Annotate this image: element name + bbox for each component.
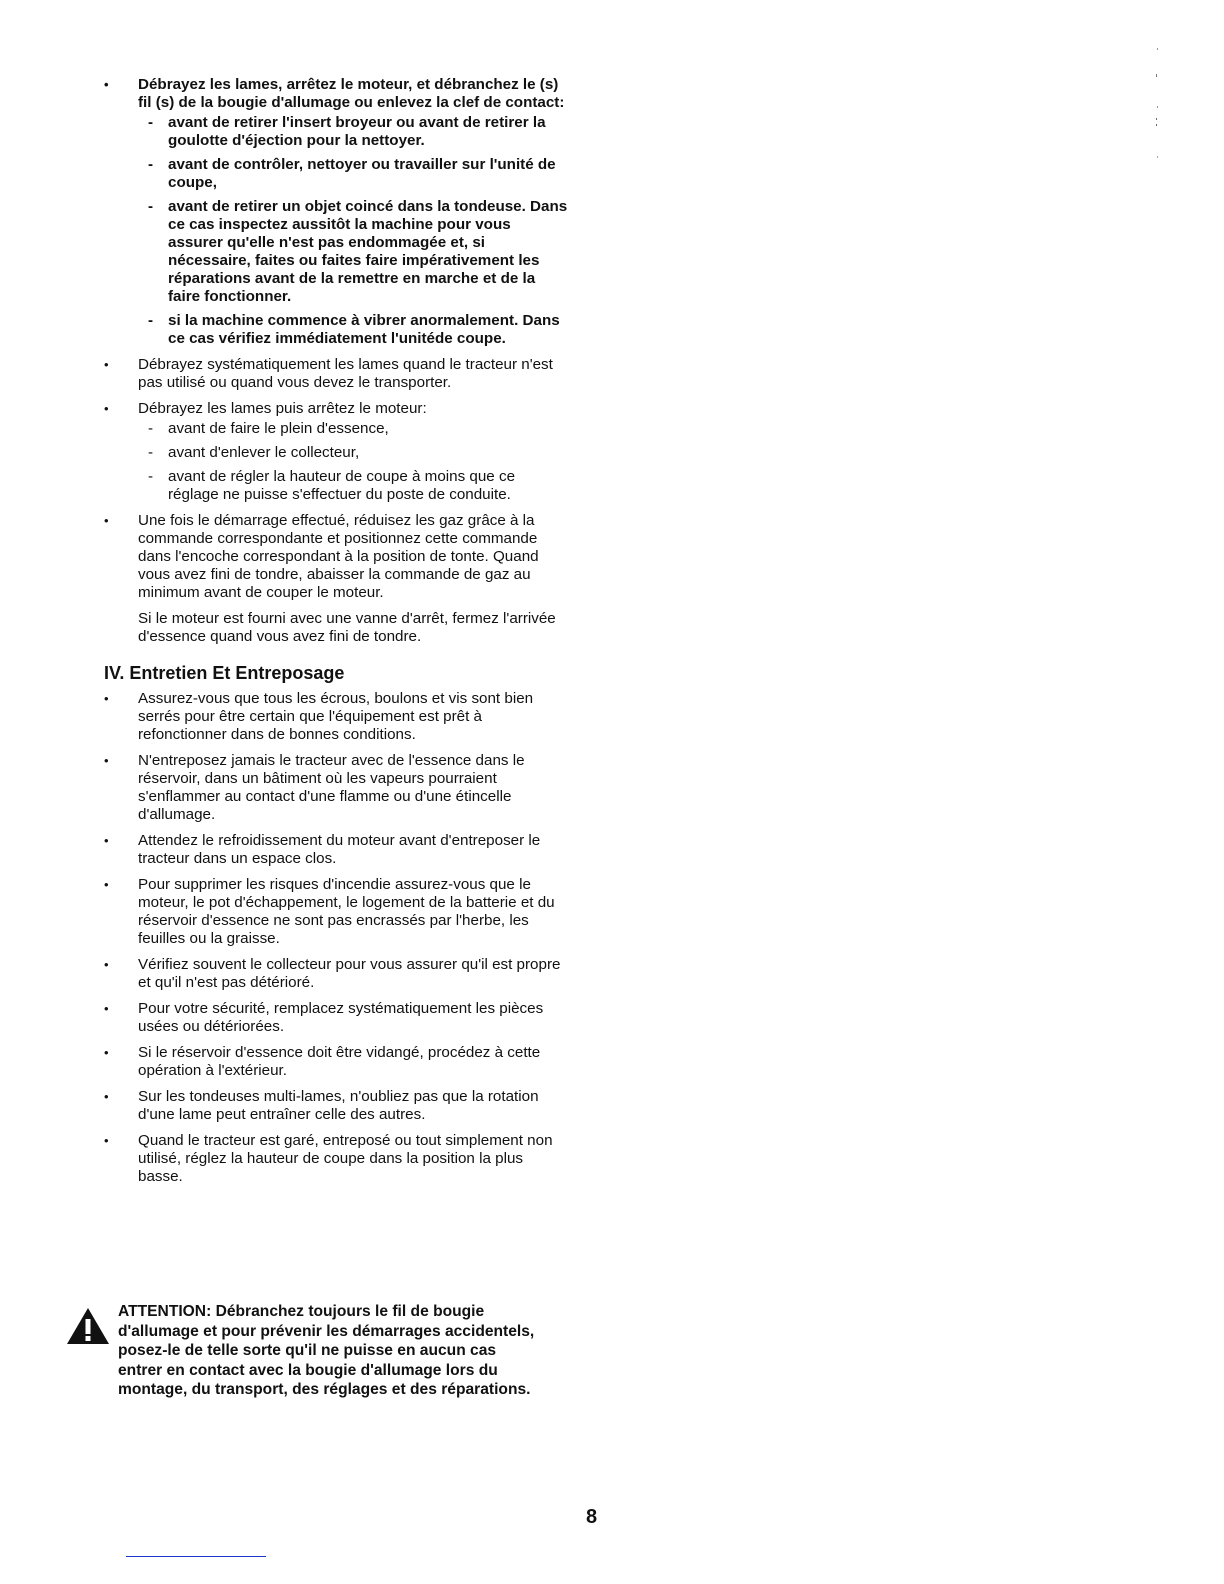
bullet-item xyxy=(96,1000,568,1036)
bullet-icon: • xyxy=(104,357,109,372)
bullet-text: Pour votre sécurité, remplacez systématiquement les pièces usées ou détériorées. xyxy=(138,1000,544,1035)
sub-item-text: avant de retirer un objet coincé dans la tondeuse. Dans ce cas inspectez aussitôt la machine pour vous assurer qu'elle n'est pas endommagée et, si nécessaire, faites ou faites faire impérativement les réparations avant de la remettre en marche et de la faire fonctionner. xyxy=(168,198,568,305)
bullet-text: Assurez-vous que tous les écrous, boulons et vis sont bien serrés pour être certain que l'équipement est prêt à refonctionner dans de bonnes conditions. xyxy=(138,690,534,743)
bullet-item xyxy=(96,1088,568,1124)
attention-warning xyxy=(66,1302,536,1400)
attention-text: ATTENTION: Débranchez toujours le fil de bougie d'allumage et pour prévenir les démarrages accidentels, posez-le de telle sorte qu'il ne puisse en aucun cas entrer en contact avec la bougie d'allumage lors du montage, du transport, des réglages et des réparations. xyxy=(118,1303,535,1399)
bullet-icon: • xyxy=(104,1045,109,1060)
sub-item-text: si la machine commence à vibrer anormalement. Dans ce cas vérifiez immédiatement l'unitéde coupe. xyxy=(168,312,560,347)
bullet-text: Une fois le démarrage effectué, réduisez les gaz grâce à la commande correspondante et positionnez cette commande dans l'encoche correspondant à la position de tonte. Quand vous avez fini de tondre, abaisser la commande de gaz au minimum avant de couper le moteur. xyxy=(138,512,539,601)
bullet-icon: • xyxy=(104,1001,109,1016)
dash-icon: - xyxy=(148,420,154,437)
bullet-text: Débrayez les lames puis arrêtez le moteur: xyxy=(138,400,427,417)
bullet-item xyxy=(96,832,568,868)
bullet-text: Attendez le refroidissement du moteur avant d'entreposer le tracteur dans un espace clos. xyxy=(138,832,541,867)
bullet-item xyxy=(96,956,568,992)
bullet-text: Si le réservoir d'essence doit être vidangé, procédez à cette opération à l'extérieur. xyxy=(138,1044,541,1079)
page-number: 8 xyxy=(586,1506,598,1528)
bullet-text: Quand le tracteur est garé, entreposé ou tout simplement non utilisé, réglez la hauteur de coupe dans la position la plus basse. xyxy=(138,1132,553,1185)
dash-icon: - xyxy=(148,156,154,173)
bullet-item xyxy=(96,752,568,824)
sub-item xyxy=(138,444,568,462)
bullet-text: Vérifiez souvent le collecteur pour vous assurer qu'il est propre et qu'il n'est pas détérioré. xyxy=(138,956,561,991)
bullet-text: Sur les tondeuses multi-lames, n'oubliez pas que la rotation d'une lame peut entraîner celle des autres. xyxy=(138,1088,539,1123)
bullet-item xyxy=(96,690,568,744)
section-heading: IV. Entretien Et Entreposage xyxy=(104,663,345,683)
footer-rule xyxy=(126,1556,266,1557)
dash-icon: - xyxy=(148,468,154,485)
paragraph: Si le moteur est fourni avec une vanne d'arrêt, fermez l'arrivée d'essence quand vous avez fini de tondre. xyxy=(138,610,556,645)
bullet-text: Pour supprimer les risques d'incendie assurez-vous que le moteur, le pot d'échappement, le logement de la batterie et du réservoir d'essence ne sont pas encrassés par l'herbe, les feuilles ou la graisse. xyxy=(138,876,555,947)
bullet-item xyxy=(96,876,568,948)
bullet-icon: • xyxy=(104,1133,109,1148)
warning-triangle-icon xyxy=(66,1306,110,1346)
sub-item xyxy=(138,156,568,192)
bullet-icon: • xyxy=(104,77,109,92)
bullet-icon: • xyxy=(104,753,109,768)
bullet-item xyxy=(96,76,568,348)
safety-instructions-column xyxy=(96,76,568,1194)
dash-icon: - xyxy=(148,444,154,461)
bullet-icon: • xyxy=(104,833,109,848)
bullet-item xyxy=(96,400,568,504)
sub-item-text: avant de contrôler, nettoyer ou travailler sur l'unité de coupe, xyxy=(168,156,556,191)
sub-item-text: avant de faire le plein d'essence, xyxy=(168,420,389,437)
bullet-icon: • xyxy=(104,401,109,416)
sub-item-text: avant d'enlever le collecteur, xyxy=(168,444,360,461)
sub-item xyxy=(138,312,568,348)
sub-item-text: avant de retirer l'insert broyeur ou avant de retirer la goulotte d'éjection pour la nettoyer. xyxy=(168,114,546,149)
bullet-icon: • xyxy=(104,957,109,972)
sub-item xyxy=(138,114,568,150)
bullet-icon: • xyxy=(104,1089,109,1104)
bullet-icon: • xyxy=(104,877,109,892)
bullet-item xyxy=(96,1132,568,1186)
sub-item-text: avant de régler la hauteur de coupe à moins que ce réglage ne puisse s'effectuer du poste de conduite. xyxy=(168,468,516,503)
scan-margin-marks xyxy=(1148,40,1168,170)
bullet-item xyxy=(96,1044,568,1080)
dash-icon: - xyxy=(148,312,154,329)
bullet-text: N'entreposez jamais le tracteur avec de l'essence dans le réservoir, dans un bâtiment où les vapeurs pourraient s'enflammer au contact d'une flamme ou d'une étincelle d'allumage. xyxy=(138,752,525,823)
dash-icon: - xyxy=(148,198,154,215)
bullet-icon: • xyxy=(104,691,109,706)
bullet-text: Débrayez les lames, arrêtez le moteur, et débranchez le (s) fil (s) de la bougie d'allumage ou enlevez la clef de contact: xyxy=(138,76,565,111)
bullet-text: Débrayez systématiquement les lames quand le tracteur n'est pas utilisé ou quand vous devez le transporter. xyxy=(138,356,553,391)
sub-item xyxy=(138,198,568,306)
sub-item xyxy=(138,420,568,438)
bullet-item xyxy=(96,356,568,392)
sub-item xyxy=(138,468,568,504)
bullet-item xyxy=(96,512,568,602)
bullet-icon: • xyxy=(104,513,109,528)
dash-icon: - xyxy=(148,114,154,131)
